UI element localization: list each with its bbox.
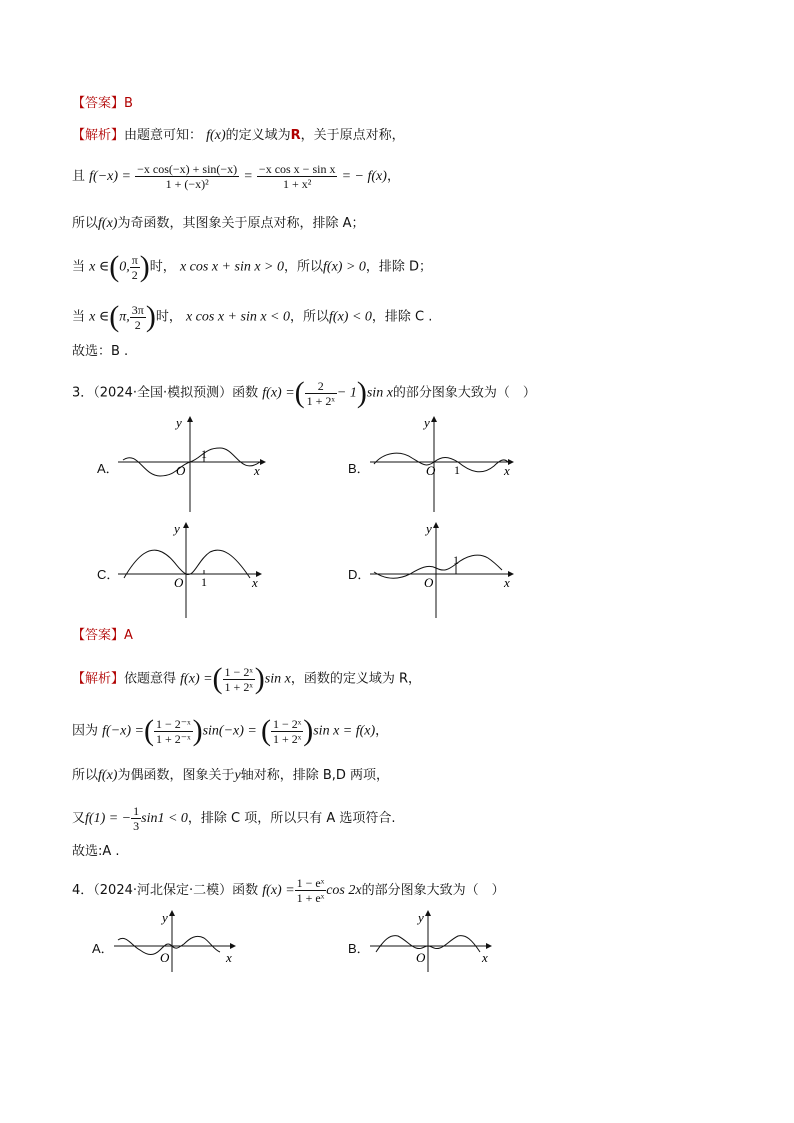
paren-left: ( xyxy=(109,300,120,333)
math: sin x xyxy=(264,671,291,687)
origin-label: O xyxy=(160,950,170,965)
x-axis-arrow xyxy=(486,943,492,949)
math-fx: f(x) xyxy=(98,216,118,231)
q3-analysis-line-4 xyxy=(72,804,396,833)
x-axis-arrow xyxy=(260,459,266,465)
text: 的定义域为 xyxy=(225,128,291,143)
frac-den: 1 + (−x)² xyxy=(165,177,209,191)
y-axis-arrow xyxy=(425,910,431,916)
math: x cos x + sin x < 0 xyxy=(185,309,291,325)
q4-option-b-graph[interactable] xyxy=(370,906,500,976)
q2-answer-line xyxy=(72,94,133,114)
frac-num: 1 xyxy=(133,804,140,818)
y-label: y xyxy=(162,910,168,925)
option-b-graph[interactable] xyxy=(370,412,520,512)
analysis-tag: 【解析】 xyxy=(72,128,125,143)
text: ，关于原点对称， xyxy=(300,128,405,143)
text: ，排除 D； xyxy=(365,259,433,275)
text: 又 xyxy=(72,811,86,826)
question-source: （2024·全国·模拟预测）函数 xyxy=(93,385,259,401)
math-R: R xyxy=(290,128,301,143)
frac-den: 1 + 2ˣ xyxy=(272,731,302,746)
q4-option-a-label[interactable]: A． xyxy=(92,941,114,956)
text: 时， xyxy=(149,259,176,275)
q3-question xyxy=(72,378,536,408)
math: sin x xyxy=(366,385,393,401)
answer-tag: 【答案】 xyxy=(72,96,125,111)
fraction xyxy=(295,876,327,905)
paren-right: ) xyxy=(139,250,150,283)
frac-den: 1 + 2ˣ xyxy=(224,679,253,694)
origin-label: O xyxy=(426,463,436,478)
frac-num: 1 − 2⁻ˣ xyxy=(155,716,191,731)
frac-den: 1 + x² xyxy=(283,177,312,191)
q2-analysis-line-2 xyxy=(72,162,400,191)
math: f(x) > 0 xyxy=(323,259,366,275)
fraction xyxy=(154,717,193,746)
math: π, xyxy=(119,309,130,325)
tick-label-1: 1 xyxy=(453,553,459,567)
y-label: y xyxy=(174,521,180,536)
tick-label-1: 1 xyxy=(454,463,460,477)
y-label: y xyxy=(426,521,432,536)
fraction xyxy=(257,162,338,191)
frac-num: 2 xyxy=(305,379,337,394)
text: ，排除 C 项，所以只有 A 选项符合. xyxy=(187,811,396,826)
text: 当 xyxy=(72,259,86,275)
paren-right: ) xyxy=(145,300,156,333)
q2-conclusion: 故选：B . xyxy=(72,344,129,359)
math: f(x) = xyxy=(180,671,213,687)
option-d-label[interactable]: D． xyxy=(348,567,371,582)
x-axis-arrow xyxy=(230,943,236,949)
frac-num: 1 − 2ˣ xyxy=(224,664,253,679)
y-label: y xyxy=(424,415,430,430)
text: 由题意可知： xyxy=(124,128,203,143)
paren-right: ) xyxy=(254,662,265,695)
x-label: x xyxy=(482,950,488,965)
x-label: x xyxy=(504,463,510,478)
question-number: 4． xyxy=(72,883,94,898)
fraction xyxy=(130,303,146,332)
fraction xyxy=(135,162,239,191)
math: f(x) < 0 xyxy=(329,309,372,325)
paren-left: ( xyxy=(143,714,154,747)
paren-right: ) xyxy=(192,714,203,747)
paren-left: ( xyxy=(109,250,120,283)
question-tail: 的部分图象大致为（ ） xyxy=(392,385,536,401)
x-label: x xyxy=(504,575,510,590)
math: f(x) xyxy=(98,768,118,783)
analysis-tag: 【解析】 xyxy=(72,671,125,687)
frac-num: π xyxy=(131,252,138,267)
origin-label: O xyxy=(176,463,186,478)
math: x ∈ xyxy=(89,309,110,325)
text: ，所以 xyxy=(290,309,330,325)
fraction xyxy=(271,717,303,746)
option-a-label[interactable]: A． xyxy=(97,461,119,476)
answer-value: B xyxy=(124,96,133,111)
frac-num: −x cos x − sin x xyxy=(258,162,336,176)
x-label: x xyxy=(252,575,258,590)
fraction xyxy=(130,253,140,282)
math: − 1 xyxy=(336,385,357,401)
x-label: x xyxy=(254,463,260,478)
paren-right: ) xyxy=(356,376,367,409)
question-tail: 的部分图象大致为（ ） xyxy=(361,883,505,898)
math: f(−x) = xyxy=(102,723,144,739)
paren-left: ( xyxy=(212,662,223,695)
frac-den: 1 + 2ˣ xyxy=(306,393,335,408)
frac-den: 2 xyxy=(131,267,138,282)
paren-left: ( xyxy=(294,376,305,409)
question-number: 3． xyxy=(72,385,94,401)
text: 所以 xyxy=(72,768,99,783)
origin-label: O xyxy=(424,575,434,590)
option-d-graph[interactable] xyxy=(370,518,520,618)
math: cos 2x xyxy=(326,883,362,898)
paren-left: ( xyxy=(260,714,271,747)
text: 为奇函数，其图象关于原点对称，排除 A； xyxy=(117,216,365,231)
q3-analysis-line-3 xyxy=(72,766,389,786)
text: 因为 xyxy=(72,723,99,739)
q3-analysis-line-2 xyxy=(72,716,388,746)
frac-den: 2 xyxy=(134,317,141,332)
q4-question xyxy=(72,876,505,905)
math: y xyxy=(234,768,241,783)
math: x cos x + sin x > 0 xyxy=(179,259,284,275)
y-label: y xyxy=(176,415,182,430)
fraction xyxy=(305,379,337,408)
q3-conclusion: 故选:A . xyxy=(72,844,120,859)
curve xyxy=(374,555,502,578)
text: ，排除 C . xyxy=(371,309,433,325)
math: 0, xyxy=(119,259,130,275)
q4-option-b-label[interactable]: B． xyxy=(348,941,370,956)
text: ， xyxy=(375,723,389,739)
math: f(1) = − xyxy=(85,811,132,826)
text: 轴对称，排除 B,D 两项， xyxy=(240,768,390,783)
math: x ∈ xyxy=(89,259,110,275)
frac-num: 1 − eˣ xyxy=(296,876,325,890)
frac-den: 3 xyxy=(133,819,140,833)
text: ， xyxy=(386,169,400,184)
y-axis-arrow xyxy=(431,416,437,422)
frac-num: −x cos(−x) + sin(−x) xyxy=(137,162,238,176)
tick-label-1: 1 xyxy=(201,447,207,461)
frac-num: 3π xyxy=(131,302,144,317)
origin-label: O xyxy=(416,950,426,965)
math: f(x) = xyxy=(262,883,295,898)
option-b-label[interactable]: B． xyxy=(348,461,370,476)
fraction xyxy=(223,665,255,694)
math-fx: f(x) xyxy=(206,128,226,143)
answer-tag: 【答案】 xyxy=(72,628,125,643)
answer-value: A xyxy=(124,628,133,643)
text: 且 xyxy=(72,169,86,184)
q2-analysis-line-4 xyxy=(72,252,432,282)
frac-num: 1 − 2ˣ xyxy=(272,716,302,731)
frac-den: 1 + 2⁻ˣ xyxy=(155,731,191,746)
q4-option-a-graph[interactable] xyxy=(114,906,244,976)
math-lhs: f(−x) = xyxy=(89,169,131,184)
fraction xyxy=(131,804,141,833)
math-eq: = xyxy=(243,169,253,184)
question-source: （2024·河北保定·二模）函数 xyxy=(93,883,259,898)
text: ，所以 xyxy=(284,259,324,275)
text: ，函数的定义域为 R， xyxy=(290,671,422,687)
math: sin1 < 0 xyxy=(141,811,188,826)
paren-right: ) xyxy=(303,714,314,747)
q3-answer-line xyxy=(72,626,133,646)
text: 所以 xyxy=(72,216,99,231)
q2-analysis-line-5 xyxy=(72,302,432,332)
y-axis-arrow xyxy=(433,522,439,528)
y-axis-arrow xyxy=(187,416,193,422)
tick-label-1: 1 xyxy=(201,575,207,589)
math: sin(−x) = xyxy=(202,723,257,739)
text: 依题意得 xyxy=(124,671,177,687)
text: 为偶函数，图象关于 xyxy=(117,768,235,783)
origin-label: O xyxy=(174,575,184,590)
option-a-graph[interactable] xyxy=(118,412,268,512)
text: 时， xyxy=(155,309,182,325)
math: f(x) = xyxy=(262,385,295,401)
y-axis-arrow xyxy=(183,522,189,528)
math-rhs: = − f(x) xyxy=(341,169,387,184)
frac-den: 1 + eˣ xyxy=(296,891,325,905)
text: 当 xyxy=(72,309,86,325)
option-c-label[interactable]: C． xyxy=(97,567,120,582)
math: sin x = f(x) xyxy=(313,723,376,739)
x-label: x xyxy=(226,950,232,965)
q2-analysis-line-1 xyxy=(72,126,405,146)
q2-analysis-line-3 xyxy=(72,214,364,234)
option-c-graph[interactable] xyxy=(118,518,268,618)
y-axis-arrow xyxy=(169,910,175,916)
q3-analysis-line-1 xyxy=(72,664,421,694)
y-label: y xyxy=(418,910,424,925)
